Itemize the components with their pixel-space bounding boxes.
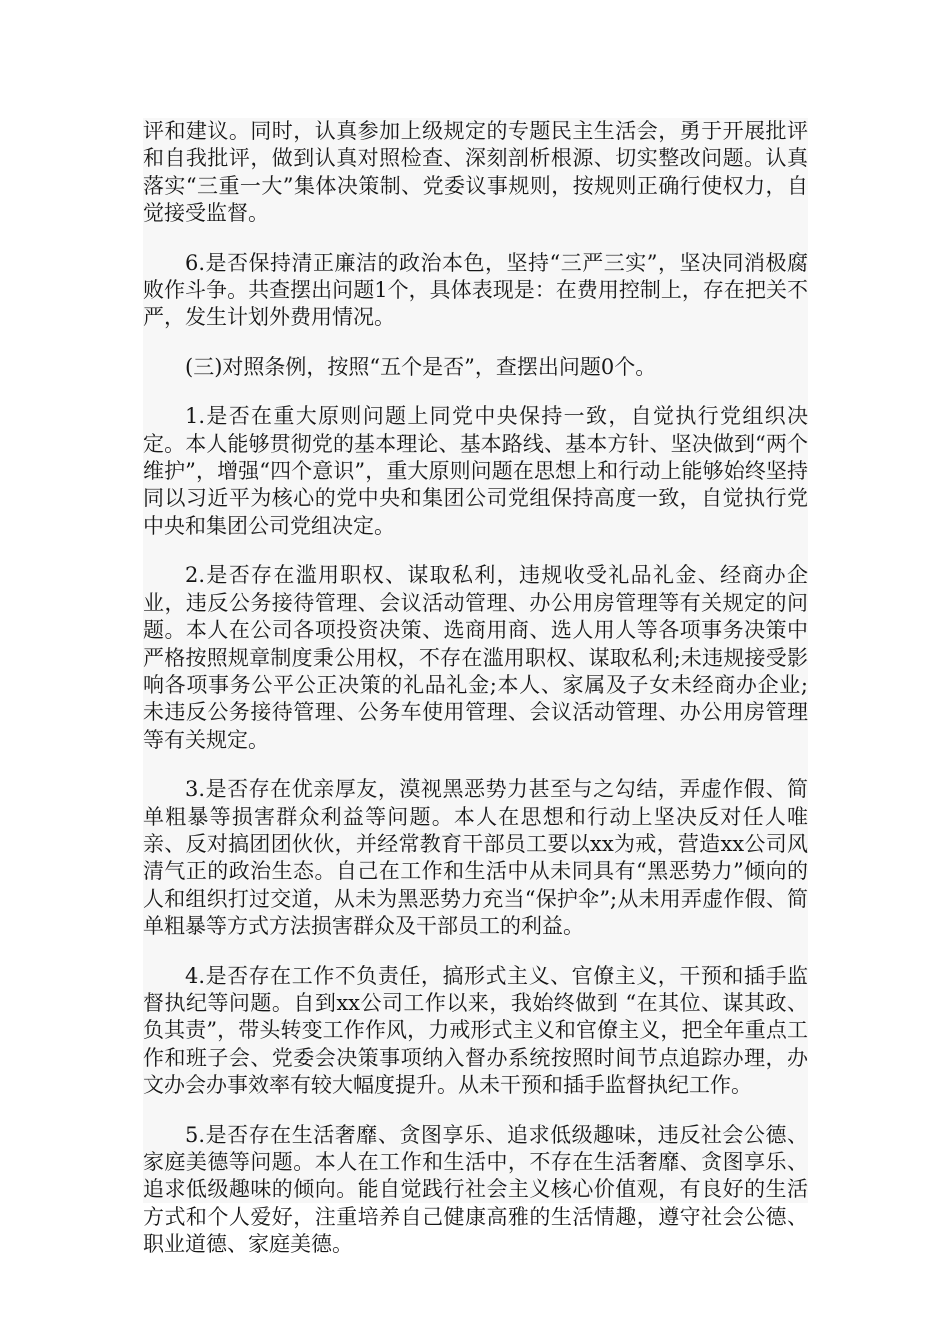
paragraph-gap bbox=[143, 1100, 808, 1122]
paragraph-gap bbox=[143, 381, 808, 403]
paragraph-gap bbox=[143, 754, 808, 776]
paragraph-item-2: 2.是否存在滥用职权、谋取私利，违规收受礼品礼金、经商办企业，违反公务接待管理、会议活动管理、办公用房管理等有关规定的问题。本人在公司各项投资决策、选商用商、选人用人等各项事务决策中严格按照规章制度秉公用权，不存在滥用职权、谋取私利;未违规接受影响各项事务公平公正决策的礼品礼金;本人、家属及子女未经商办企业;未违反公务接待管理、公务车使用管理、会议活动管理、办公用房管理等有关规定。 bbox=[143, 563, 808, 752]
section-heading-3: (三)对照条例，按照“五个是否”，查摆出问题0个。 bbox=[185, 354, 657, 379]
paragraph-item-1: 1.是否在重大原则问题上同党中央保持一致，自觉执行党组织决定。本人能够贯彻党的基本理论、基本路线、基本方针、坚决做到“两个维护”，增强“四个意识”，重大原则问题在思想上和行动上能够始终坚持同以习近平为核心的党中央和集团公司党组保持高度一致，自觉执行党中央和集团公司党组决定。 bbox=[143, 404, 808, 538]
document-body bbox=[143, 118, 808, 1257]
paragraph-gap bbox=[143, 540, 808, 562]
paragraph-item-3: 3.是否存在优亲厚友，漠视黑恶势力甚至与之勾结，弄虚作假、简单粗暴等损害群众利益等问题。本人在思想和行动上坚决反对任人唯亲、反对搞团团伙伙，并经常教育干部员工要以xx为戒，营造xx公司风清气正的政治生态。自己在工作和生活中从未同具有“黑恶势力”倾向的人和组织打过交道，从未为黑恶势力充当“保护伞”;从未用弄虚作假、简单粗暴等方式方法损害群众及干部员工的利益。 bbox=[143, 777, 808, 939]
paragraph-continuation: 评和建议。同时，认真参加上级规定的专题民主生活会，勇于开展批评和自我批评，做到认真对照检查、深刻剖析根源、切实整改问题。认真落实“三重一大”集体决策制、党委议事规则，按规则正确行使权力，自觉接受监督。 bbox=[143, 119, 808, 226]
paragraph-item-6: 6.是否保持清正廉洁的政治本色，坚持“三严三实”，坚决同消极腐败作斗争。共查摆出问题1个，具体表现是：在费用控制上，存在把关不严，发生计划外费用情况。 bbox=[143, 250, 808, 330]
paragraph-gap bbox=[143, 228, 808, 250]
paragraph-item-4: 4.是否存在工作不负责任，搞形式主义、官僚主义，干预和插手监督执纪等问题。自到xx公司工作以来，我始终做到 “在其位、谋其政、负其责”，带头转变工作作风，力戒形式主义和官僚主义，把全年重点工作和班子会、党委会决策事项纳入督办系统按照时间节点追踪办理，办文办会办事效率有较大幅度提升。从未干预和插手监督执纪工作。 bbox=[143, 963, 808, 1098]
paragraph-gap bbox=[143, 332, 808, 354]
paragraph-gap bbox=[143, 941, 808, 963]
paragraph-item-5: 5.是否存在生活奢靡、贪图享乐、追求低级趣味，违反社会公德、家庭美德等问题。本人在工作和生活中，不存在生活奢靡、贪图享乐、追求低级趣味的倾向。能自觉践行社会主义核心价值观，有良好的生活方式和个人爱好，注重培养自己健康高雅的生活情趣，遵守社会公德、职业道德、家庭美德。 bbox=[143, 1122, 808, 1257]
